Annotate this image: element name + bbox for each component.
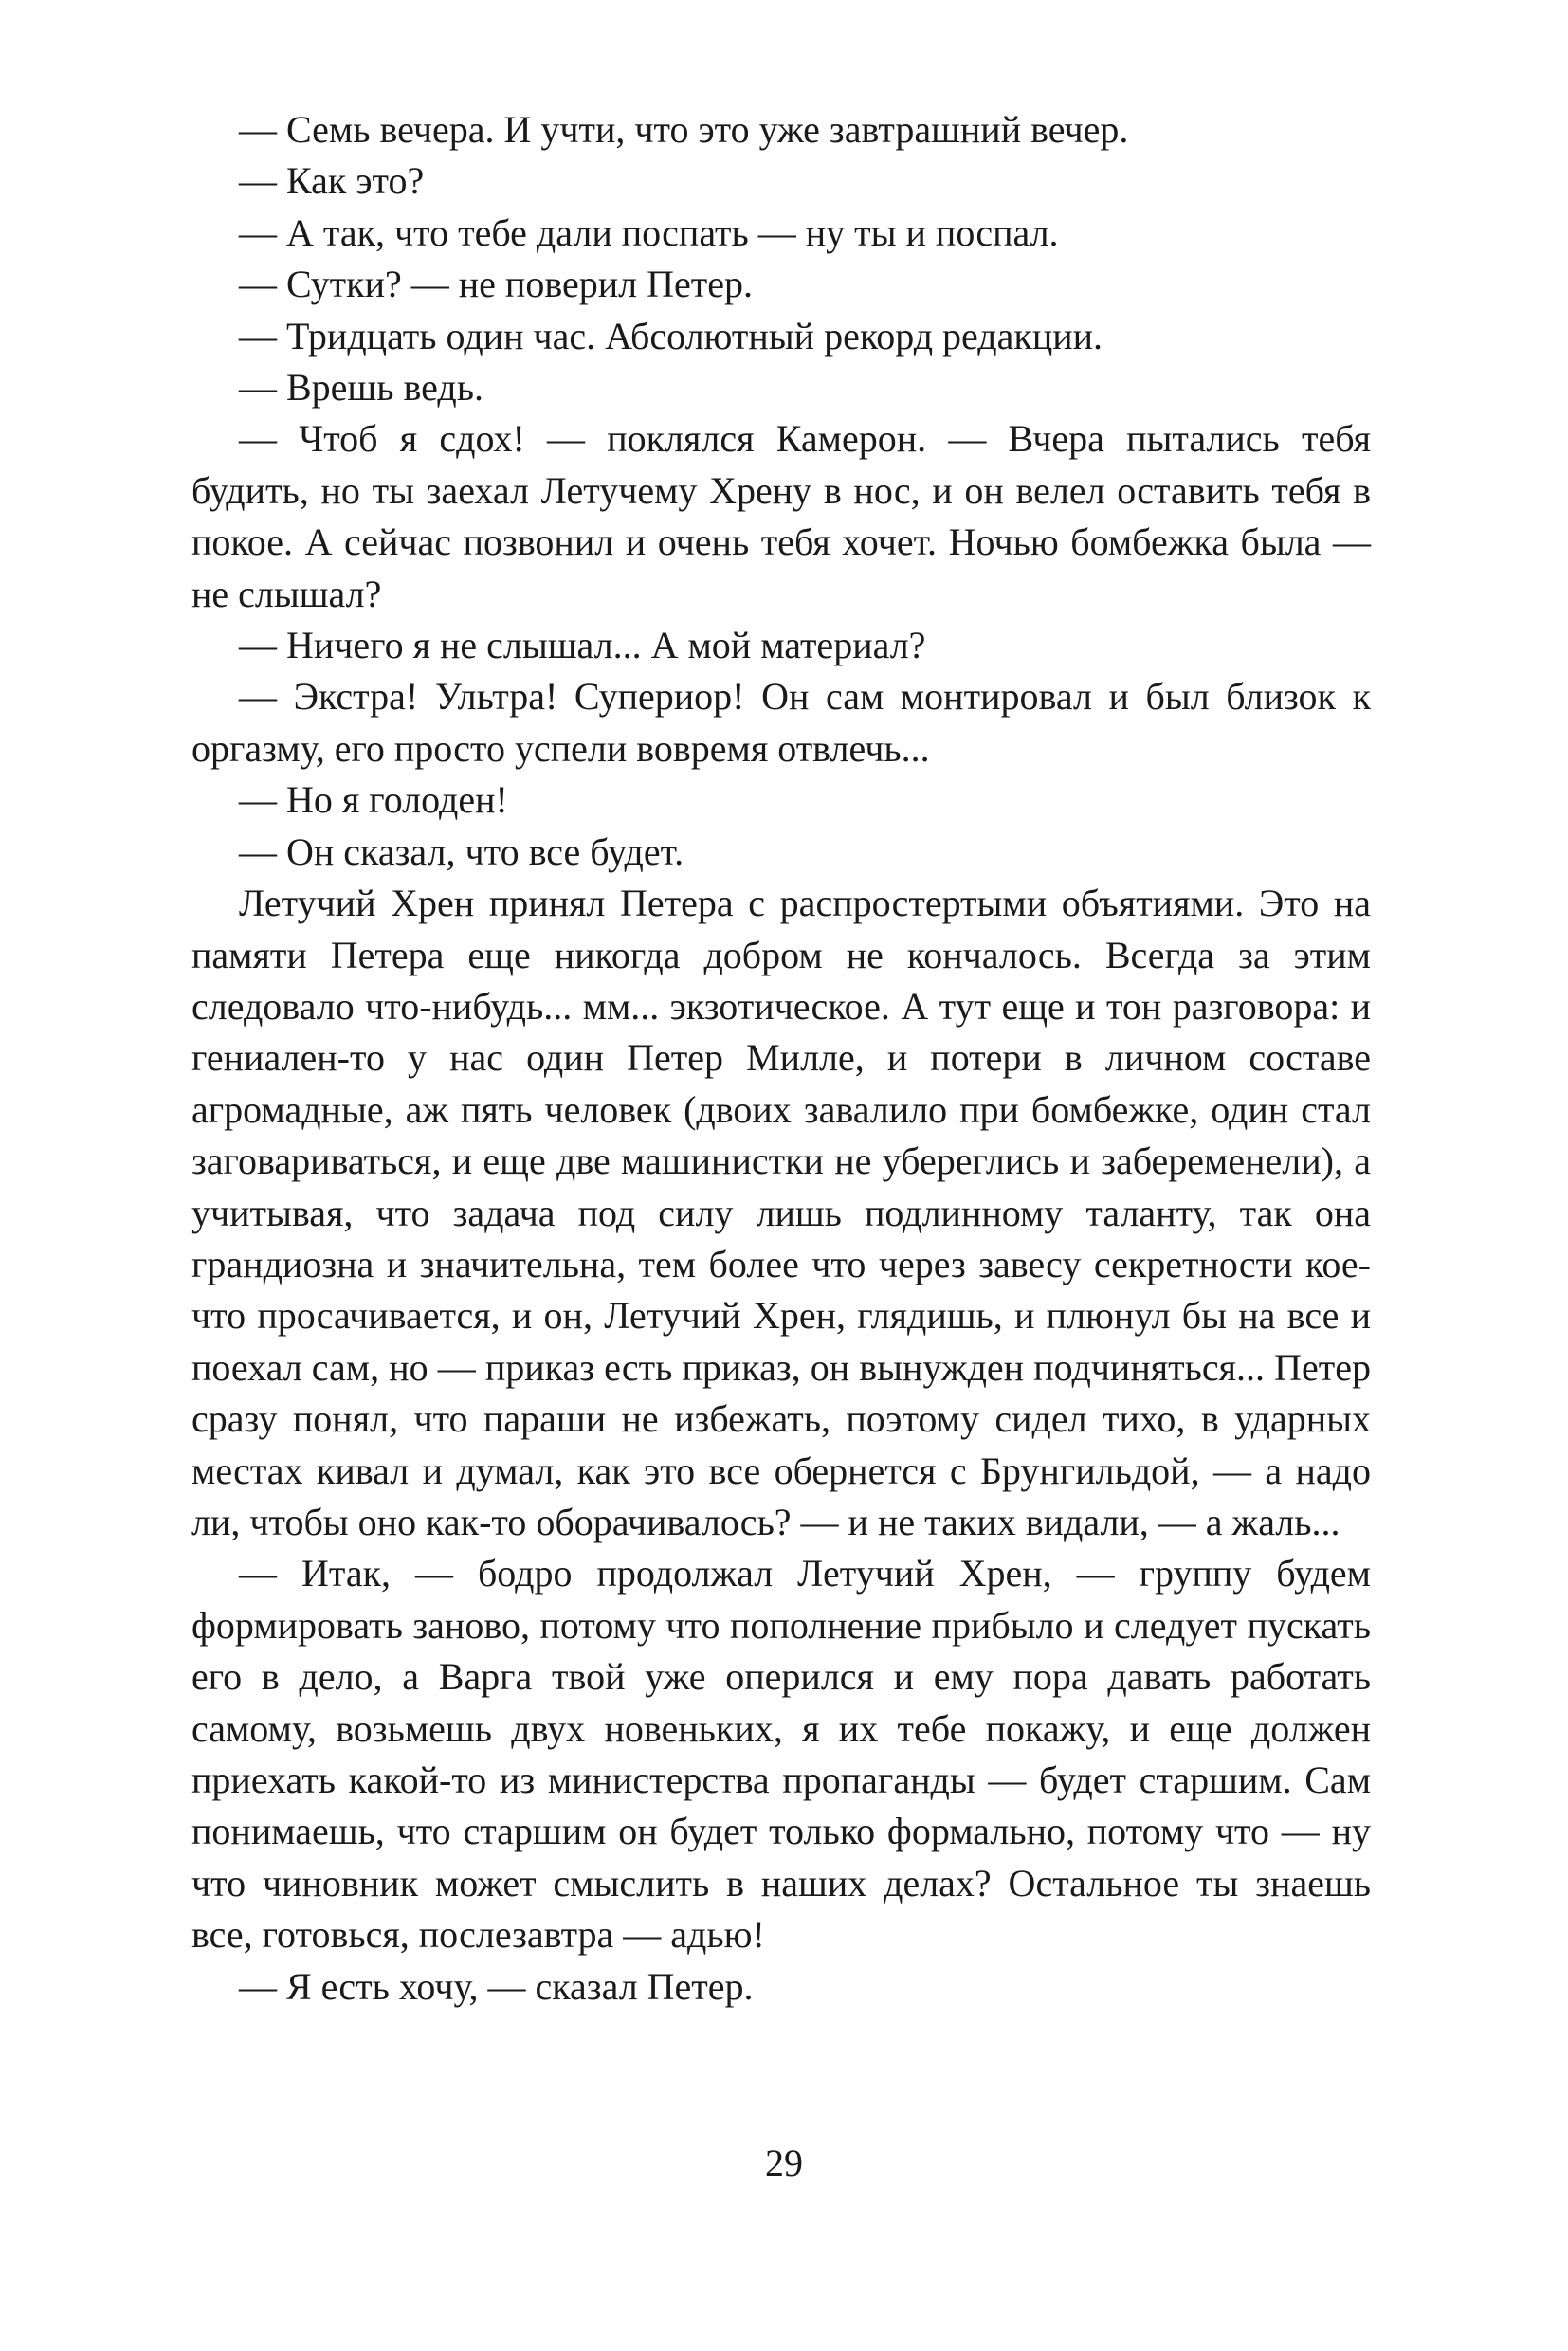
paragraph: — Я есть хочу, — сказал Петер. — [239, 1964, 754, 2008]
page-number: 29 — [765, 2141, 803, 2184]
paragraph: — А так, что тебе дали поспать — ну ты и поспал. — [239, 210, 1059, 254]
paragraph: — Экстра! Ультра! Супериор! Он сам монтировал и был близок к оргазму, его просто успели вовремя отвлечь... — [191, 675, 1371, 770]
paragraph: — Врешь ведь. — [239, 366, 483, 410]
paragraph: Летучий Хрен принял Петера с распростертыми объятиями. Это на памяти Петера еще никогда добром не кончалось. Всегда за этим следовало что-нибудь... мм... экзотическое. А тут еще и тон разговора: и гениален-то у нас один Петер Милле, и потери в личном составе агромадные, аж пять человек (двоих завалило при бомбежке, один стал заговариваться, и еще две машинистки не убереглись и забеременели), а учитывая, что задача под силу лишь подлинному таланту, так она грандиозна и значительна, тем более что через завесу секретности кое-что просачивается, и он, Летучий Хрен, глядишь, и плюнул бы на все и поехал сам, но — приказ есть приказ, он вынужден подчиняться... Петер сразу понял, что параши не избежать, поэтому сидел тихо, в ударных местах кивал и думал, как это все обернется с Брунгильдой, — а надо ли, чтобы оно как-то оборачивалось? — и не таких видали, — а жаль... — [191, 882, 1371, 1543]
paragraph: — Семь вечера. И учти, что это уже завтрашний вечер. — [239, 108, 1129, 151]
paragraph: — Ничего я не слышал... А мой материал? — [239, 624, 926, 667]
paragraph: — Сутки? — не поверил Петер. — [239, 263, 753, 306]
paragraph: — Итак, — бодро продолжал Летучий Хрен, — группу будем формировать заново, потому что пополнение прибыло и следует пускать его в дело, а Варга твой уже оперился и ему пора давать работать самому, возьмешь двух новеньких, я их тебе покажу, и еще должен приехать какой-то из министерства пропаганды — будет старшим. Сам понимаешь, что старшим он будет только формально, потому что — ну что чиновник может смыслить в наших делах? Остальное ты знаешь все, готовься, послезавтра — адью! — [191, 1552, 1371, 1957]
body-text — [191, 104, 1371, 2013]
paragraph: — Как это? — [239, 159, 425, 203]
paragraph: — Тридцать один час. Абсолютный рекорд редакции. — [239, 314, 1103, 357]
paragraph: — Он сказал, что все будет. — [239, 829, 684, 873]
paragraph: — Чтоб я сдох! — поклялся Камерон. — Вчера пытались тебя будить, но ты заехал Летучему Хрену в нос, и он велел оставить тебя в покое. А сейчас позвонил и очень тебя хочет. Ночью бомбежка была — не слышал? — [191, 417, 1371, 615]
paragraph: — Но я голоден! — [239, 778, 508, 822]
